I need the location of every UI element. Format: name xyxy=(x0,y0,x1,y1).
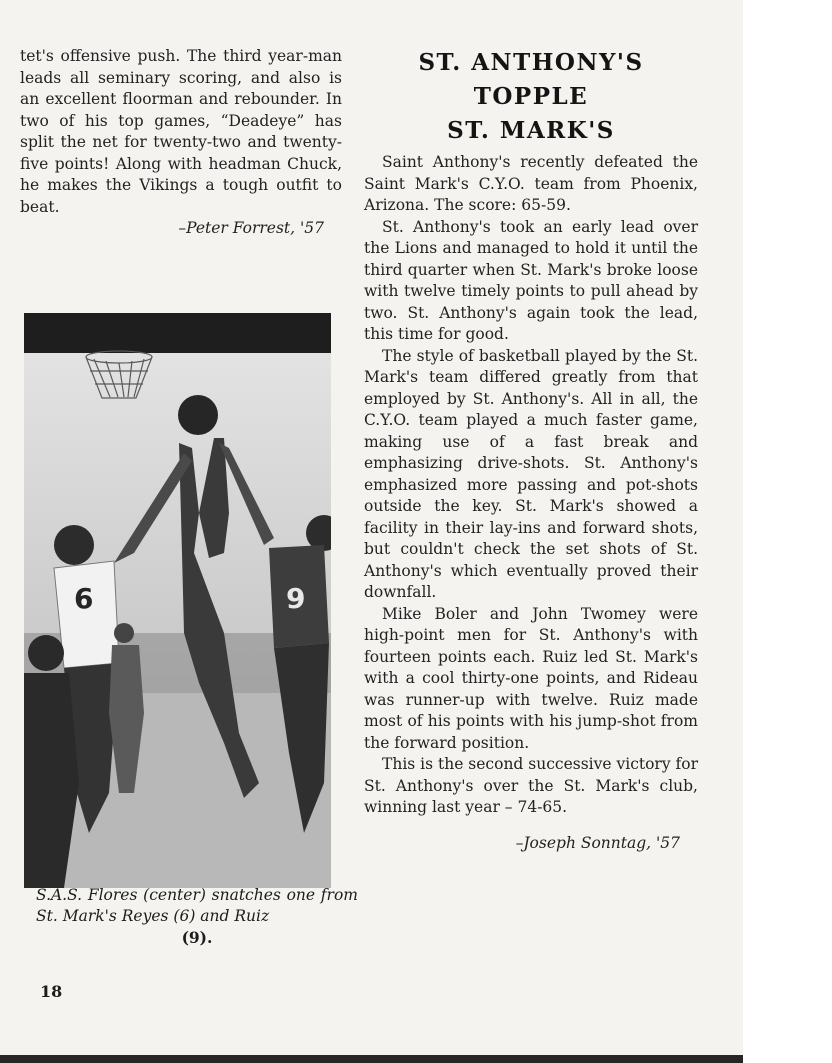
page-number: 18 xyxy=(40,982,63,1001)
backboard xyxy=(24,313,331,353)
basketball-photo xyxy=(24,313,331,888)
left-column-byline: –Peter Forrest, '57 xyxy=(178,219,324,237)
article-paragraph: Mike Boler and John Twomey were high-point men for St. Anthony's with fourteen points each. Ruiz led St. Mark's with a cool thirty-one points, and Rideau was runner-up with twelve. Ruiz made most of his points with his jump-shot from the forward position. xyxy=(364,604,698,752)
article-paragraph: Saint Anthony's recently defeated the Saint Mark's C.Y.O. team from Phoenix, Arizona. The score: 65-59. xyxy=(364,153,698,214)
photo-caption xyxy=(36,885,358,948)
article-paragraph: This is the second successive victory for St. Anthony's over the St. Mark's club, winning last year – 74-65. xyxy=(364,755,699,816)
jersey-number-6: 6 xyxy=(74,582,94,615)
article-paragraph: The style of basketball played by the St. Mark's team differed greatly from that employed by St. Anthony's. All in all, the C.Y.O. team played a much faster game, making use of a fast break and emphasizing drive-shots. St. Anthony's emphasized more passing and pot-shots outside the key. St. Mark's showed a facility in their lay-ins and forward shots, but couldn't check the set shots of St. Anthony's which eventually proved their downfall. xyxy=(364,346,698,601)
headline-line-2: TOPPLE xyxy=(473,83,589,110)
caption-tail: (9). xyxy=(181,928,213,947)
jersey-number-9: 9 xyxy=(286,582,306,615)
basketball-photo-illustration xyxy=(24,313,331,888)
headline-line-1: ST. ANTHONY'S xyxy=(418,49,644,76)
page-bottom-edge xyxy=(0,1055,743,1063)
basketball xyxy=(178,395,218,435)
article-body xyxy=(364,152,698,854)
left-column xyxy=(20,46,342,240)
caption-text: S.A.S. Flores (center) snatches one from St. Mark's Reyes (6) and Ruiz xyxy=(36,886,358,925)
article-byline: –Joseph Sonntag, '57 xyxy=(515,833,680,852)
article-headline xyxy=(364,46,698,148)
headline-line-3: ST. MARK'S xyxy=(447,117,615,144)
left-column-paragraph: tet's offensive push. The third year-man leads all seminary scoring, and also is an excellent floorman and rebounder. In two of his top games, “Deadeye” has split the net for twenty-two and twenty-five points! Along with headman Chuck, he makes the Vikings a tough outfit to beat. xyxy=(20,47,342,216)
article-paragraph: St. Anthony's took an early lead over the Lions and managed to hold it until the third quarter when St. Mark's broke loose with twelve timely points to pull ahead by two. St. Anthony's again took the lead, this time for good. xyxy=(364,217,698,343)
